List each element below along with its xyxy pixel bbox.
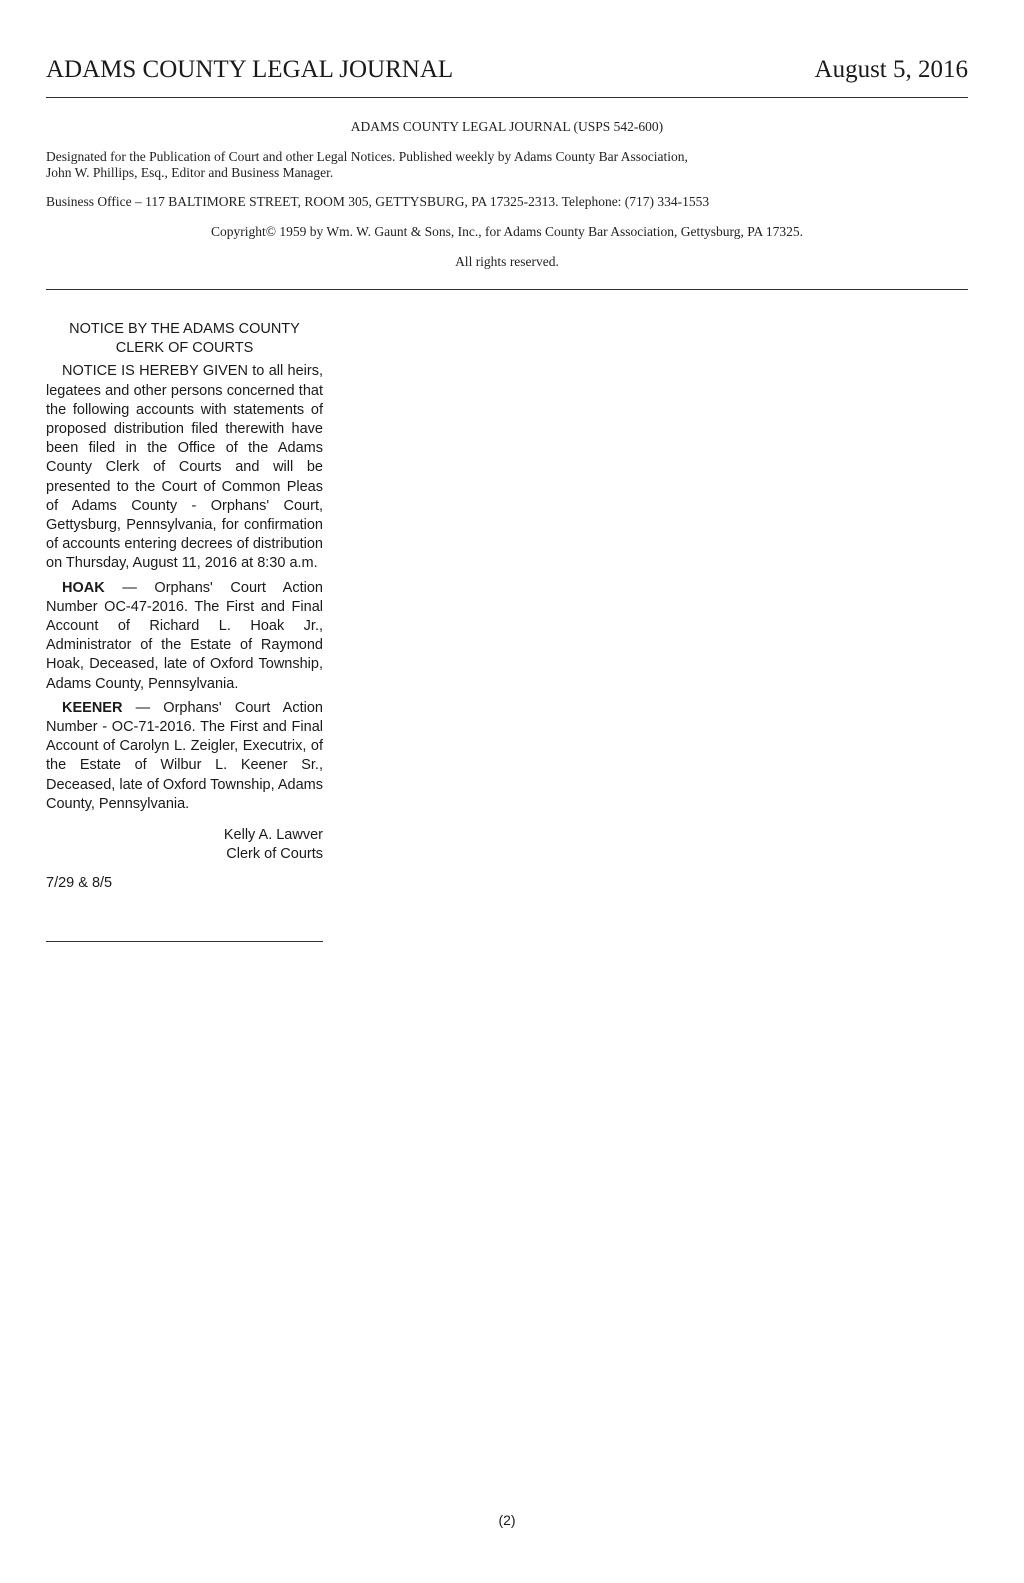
notice-body: NOTICE IS HEREBY GIVEN to all heirs, legatees and other persons concerned that the following accounts with statements of proposed distribution filed therewith have been filed in the Office of the Adams County Clerk of Courts and will be presented to the Court of Common Pleas of Adams County - Orphans' Court, Gettysburg, Pennsylvania, for confirmation of accounts entering decrees of distribution on Thursday, August 11, 2016 at 8:30 a.m. [46, 363, 323, 572]
designation-line: Designated for the Publication of Court and other Legal Notices. Published weekly by Adams County Bar Association, [46, 149, 688, 164]
estate-text: — Orphans' Court Action Number - OC-71-2016. The First and Final Account of Carolyn L. Zeigler, Executrix, of the Estate of Wilbur L. Keener Sr., Deceased, late of Oxford Township, Adams County, Pennsylvania. [46, 699, 323, 812]
running-header [46, 52, 968, 92]
estate-entry [46, 579, 323, 694]
business-office-line: Business Office – 117 BALTIMORE STREET, ROOM 305, GETTYSBURG, PA 17325-2313. Telephone: (717) 334-1553 [46, 194, 710, 209]
estate-entry [46, 699, 323, 814]
header-divider [46, 97, 968, 98]
rights-line: All rights reserved. [455, 254, 559, 269]
run-dates: 7/29 & 8/5 [46, 875, 113, 892]
signature-block [46, 826, 323, 864]
notice-heading [46, 320, 323, 358]
journal-title: ADAMS COUNTY LEGAL JOURNAL [46, 56, 454, 83]
notice-column [46, 320, 323, 894]
notice-heading-line2: CLERK OF COURTS [115, 340, 254, 357]
estate-text: — Orphans' Court Action Number OC-47-2016. The First and Final Account of Richard L. Hoak Jr., Administrator of the Estate of Raymond Hoak, Deceased, late of Oxford Township, Adams County, Pennsylvania. [46, 579, 323, 692]
signature-name: Kelly A. Lawver [223, 827, 323, 844]
signature-title: Clerk of Courts [226, 846, 323, 863]
estate-name: KEENER [62, 699, 123, 716]
page-number: (2) [498, 1512, 516, 1528]
editor-line: John W. Phillips, Esq., Editor and Business Manager. [46, 165, 334, 180]
masthead-divider [46, 289, 968, 290]
issue-date: August 5, 2016 [814, 56, 968, 83]
masthead-designation [46, 149, 968, 181]
notice-heading-line1: NOTICE BY THE ADAMS COUNTY [69, 321, 300, 337]
estate-name: HOAK [62, 579, 105, 596]
masthead-title: ADAMS COUNTY LEGAL JOURNAL (USPS 542-600) [350, 119, 664, 134]
copyright-line: Copyright© 1959 by Wm. W. Gaunt & Sons, Inc., for Adams County Bar Association, Gettysburg, PA 17325. [210, 224, 804, 239]
notice-end-divider [46, 941, 323, 942]
